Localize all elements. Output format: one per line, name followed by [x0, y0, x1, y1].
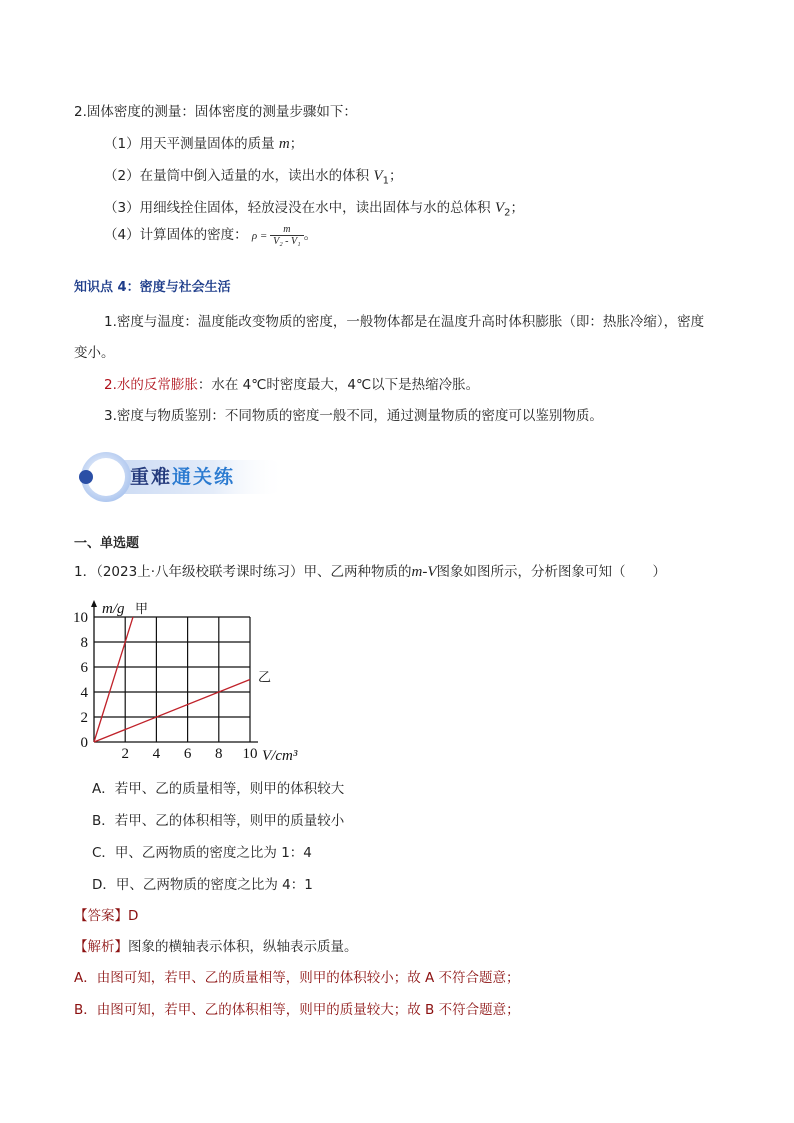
option-c[interactable]: C．甲、乙两物质的密度之比为 1：4	[92, 845, 312, 861]
m-v-chart	[62, 588, 332, 766]
x-tick-label: 2	[121, 746, 129, 762]
question-1-stem: 1．（2023上·八年级校联考课时练习）甲、乙两种物质的m-V图象如图所示，分析图象可知（ ）	[74, 564, 666, 580]
knowledge-point-4-title: 知识点 4：密度与社会生活	[74, 280, 231, 295]
step-4: （4）计算固体的密度： ρ = $\frac{m}{\text{V₂ - V₁}}$ 。	[104, 223, 318, 247]
x-tick-label: 8	[215, 746, 223, 762]
y-tick-label: 4	[80, 685, 88, 701]
grid-lines	[94, 617, 250, 742]
x-axis-label: V/cm³	[262, 748, 298, 764]
series-label-jia: 甲	[135, 602, 149, 617]
step-1: （1）用天平测量固体的质量 m；	[104, 136, 304, 152]
y-tick-label: 10	[73, 610, 88, 626]
option-a[interactable]: A．若甲、乙的质量相等，则甲的体积较大	[92, 781, 345, 797]
option-d[interactable]: D．甲、乙两物质的密度之比为 4：1	[92, 877, 313, 893]
analysis-line: 【解析】图象的横轴表示体积，纵轴表示质量。	[74, 939, 358, 955]
option-b[interactable]: B．若甲、乙的体积相等，则甲的质量较小	[92, 813, 345, 829]
x-tick-label: 4	[152, 746, 161, 762]
series-line-jia	[94, 617, 133, 742]
answer-line: 【答案】D	[74, 908, 139, 924]
y-tick-label: 8	[80, 635, 88, 651]
series-label-yi: 乙	[258, 670, 272, 686]
y-tick-label: 2	[80, 710, 88, 726]
analysis-b: B．由图可知，若甲、乙的体积相等，则甲的质量较大；故 B 不符合题意；	[74, 1002, 520, 1018]
kp4-paragraph-3: 3.密度与物质鉴别：不同物质的密度一般不同，通过测量物质的密度可以鉴别物质。	[104, 408, 603, 424]
x-tick-label: 6	[183, 746, 192, 762]
kp4-paragraph-1-line-1: 1.密度与温度：温度能改变物质的密度，一般物体都是在温度升高时体积膨胀（即：热胀冷缩），密度	[104, 314, 705, 330]
series-line-yi	[94, 680, 250, 743]
y-tick-label: 0	[80, 735, 88, 751]
banner-title: 重难通关练	[130, 466, 236, 488]
section-single-choice: 一、单选题	[74, 536, 140, 551]
analysis-a: A．由图可知，若甲、乙的质量相等，则甲的体积较小；故 A 不符合题意；	[74, 970, 520, 986]
section-banner	[76, 446, 286, 510]
section2-title: 2.固体密度的测量：固体密度的测量步骤如下：	[74, 104, 357, 120]
step-2: （2）在量筒中倒入适量的水，读出水的体积 $V_1$；	[104, 168, 403, 187]
y-axis-label: m/g	[102, 601, 125, 617]
step-3: （3）用细线拴住固体，轻放浸没在水中，读出固体与水的总体积 $V_2$；	[104, 200, 524, 219]
x-tick-label: 10	[242, 746, 258, 762]
formula-lhs: ρ =	[251, 230, 271, 242]
kp4-paragraph-2: 2.水的反常膨胀：水在 4℃时密度最大，4℃以下是热缩冷胀。	[104, 377, 480, 393]
y-tick-label: 6	[80, 660, 88, 676]
y-axis-arrow	[91, 600, 97, 607]
density-formula: $\frac{m}{\text{V₂ - V₁}}$	[270, 224, 304, 247]
kp4-paragraph-1-line-2: 变小。	[74, 345, 115, 361]
